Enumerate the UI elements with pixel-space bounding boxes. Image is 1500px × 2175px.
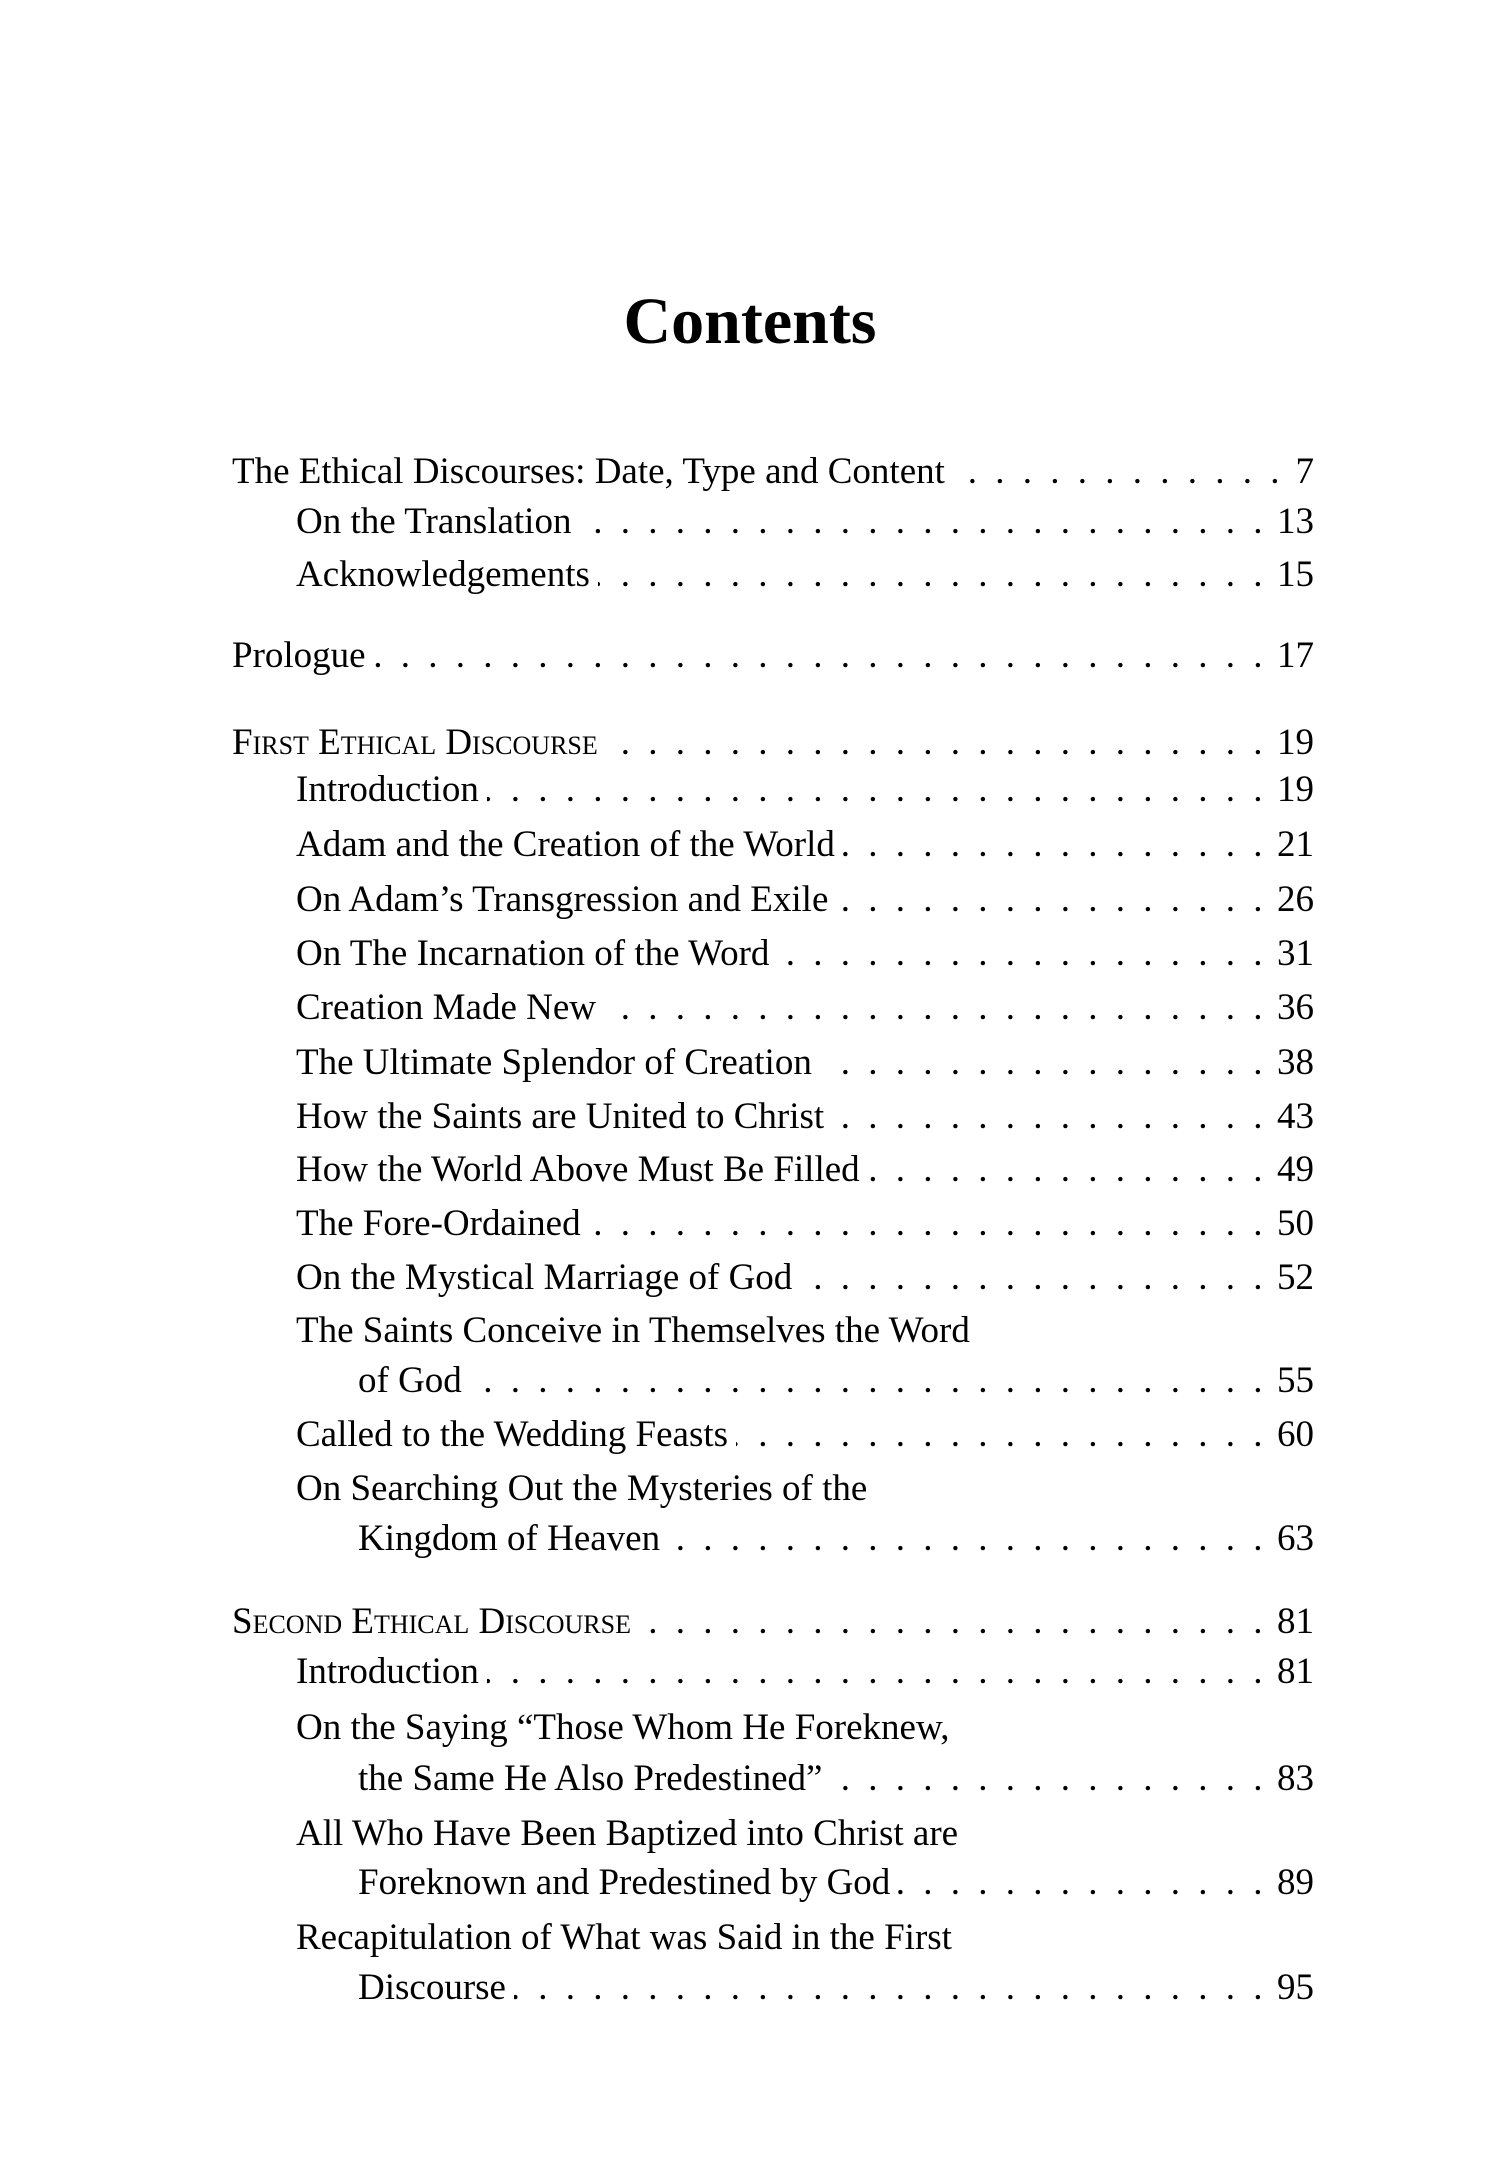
page-number: 17 (1277, 635, 1314, 676)
page-number: 13 (1277, 501, 1314, 542)
toc-entry (296, 875, 1314, 925)
entry-title-continued: of God (358, 1360, 462, 1401)
page-number: 52 (1277, 1257, 1314, 1298)
entry-title: Creation Made New (296, 987, 597, 1028)
toc-section-heading (232, 718, 1314, 768)
dot-leader (836, 875, 1267, 925)
dot-leader (604, 983, 1267, 1033)
dot-leader (639, 1597, 1267, 1647)
dot-leader (470, 1356, 1267, 1406)
toc-entry (358, 1858, 1314, 1908)
toc-entry (296, 1647, 1314, 1697)
page-number: 31 (1277, 933, 1314, 974)
page-number: 49 (1277, 1149, 1314, 1190)
dot-leader (843, 820, 1267, 870)
toc-entry (296, 820, 1314, 870)
toc-entry-line1 (296, 1809, 1314, 1859)
dot-leader (736, 1410, 1267, 1460)
dot-leader (374, 631, 1267, 681)
entry-title-continued: Foreknown and Predestined by God (358, 1862, 891, 1903)
entry-title: Adam and the Creation of the World (296, 824, 835, 865)
entry-title: Called to the Wedding Feasts (296, 1414, 729, 1455)
toc-entry (296, 1092, 1314, 1142)
entry-title: Introduction (296, 769, 479, 810)
entry-title: All Who Have Been Baptized into Christ are (296, 1813, 959, 1854)
toc-entry (296, 1253, 1314, 1303)
toc-entry (358, 1514, 1314, 1564)
page-number: 15 (1277, 554, 1314, 595)
entry-title: Recapitulation of What was Said in the First (296, 1917, 952, 1958)
dot-leader (832, 1092, 1267, 1142)
page-number: 55 (1277, 1360, 1314, 1401)
entry-title: Prologue (232, 635, 366, 676)
entry-title-continued: Kingdom of Heaven (358, 1518, 661, 1559)
page-number: 63 (1277, 1518, 1314, 1559)
entry-title-continued: Discourse (358, 1967, 506, 2008)
toc-entry (296, 765, 1314, 815)
dot-leader (898, 1858, 1267, 1908)
dot-leader (777, 929, 1267, 979)
toc-entry (296, 1038, 1314, 1088)
entry-title: On Adam’s Transgression and Exile (296, 879, 829, 920)
entry-title: The Fore-Ordained (296, 1203, 581, 1244)
dot-leader (579, 497, 1267, 547)
toc-entry-line1 (296, 1703, 1314, 1753)
page-number: 26 (1277, 879, 1314, 920)
entry-title: Acknowledgements (296, 554, 590, 595)
dot-leader (598, 550, 1267, 600)
toc-entry (296, 983, 1314, 1033)
page-number: 81 (1277, 1601, 1314, 1642)
page-number: 36 (1277, 987, 1314, 1028)
toc-entry (232, 447, 1314, 497)
dot-leader (868, 1145, 1267, 1195)
entry-title: The Saints Conceive in Themselves the Word (296, 1310, 970, 1351)
page-number: 19 (1277, 769, 1314, 810)
page-number: 19 (1277, 722, 1314, 763)
dot-leader (668, 1514, 1267, 1564)
dot-leader (820, 1038, 1267, 1088)
page-number: 83 (1277, 1758, 1314, 1799)
toc-entry (296, 1145, 1314, 1195)
toc-entry (296, 929, 1314, 979)
entry-title: How the World Above Must Be Filled (296, 1149, 860, 1190)
toc-entry (358, 1754, 1314, 1804)
page-number: 38 (1277, 1042, 1314, 1083)
toc-entry (296, 1410, 1314, 1460)
entry-title: On the Translation (296, 501, 572, 542)
page-number: 21 (1277, 824, 1314, 865)
entry-title: Second Ethical Discourse (232, 1601, 631, 1642)
dot-leader (953, 447, 1284, 497)
toc-entry (296, 497, 1314, 547)
page-number: 81 (1277, 1651, 1314, 1692)
toc-entry-line1 (296, 1306, 1314, 1356)
page-number: 43 (1277, 1096, 1314, 1137)
toc-entry (296, 550, 1314, 600)
toc-entry-line1 (296, 1464, 1314, 1514)
entry-title: How the Saints are United to Christ (296, 1096, 825, 1137)
toc-entry (358, 1963, 1314, 2013)
page-number: 50 (1277, 1203, 1314, 1244)
dot-leader (514, 1963, 1267, 2013)
entry-title-continued: the Same He Also Predestined” (358, 1758, 823, 1799)
entry-title: Introduction (296, 1651, 479, 1692)
entry-title: First Ethical Discourse (232, 722, 598, 763)
toc-entry (232, 631, 1314, 681)
dot-leader (487, 1647, 1267, 1697)
dot-leader (830, 1754, 1267, 1804)
page-number: 60 (1277, 1414, 1314, 1455)
toc-entry (296, 1199, 1314, 1249)
dot-leader (589, 1199, 1267, 1249)
dot-leader (606, 718, 1267, 768)
page-number: 7 (1295, 451, 1314, 492)
page-number: 89 (1277, 1862, 1314, 1903)
dot-leader (800, 1253, 1267, 1303)
entry-title: The Ultimate Splendor of Creation (296, 1042, 812, 1083)
toc-entry-line1 (296, 1913, 1314, 1963)
dot-leader (487, 765, 1267, 815)
toc-entry (358, 1356, 1314, 1406)
toc-section-heading (232, 1597, 1314, 1647)
page-title: Contents (623, 285, 877, 358)
entry-title: On Searching Out the Mysteries of the (296, 1468, 868, 1509)
entry-title: On the Mystical Marriage of God (296, 1257, 793, 1298)
entry-title: On The Incarnation of the Word (296, 933, 770, 974)
entry-title: The Ethical Discourses: Date, Type and Content (232, 451, 945, 492)
entry-title: On the Saying “Those Whom He Foreknew, (296, 1707, 950, 1748)
page-number: 95 (1277, 1967, 1314, 2008)
